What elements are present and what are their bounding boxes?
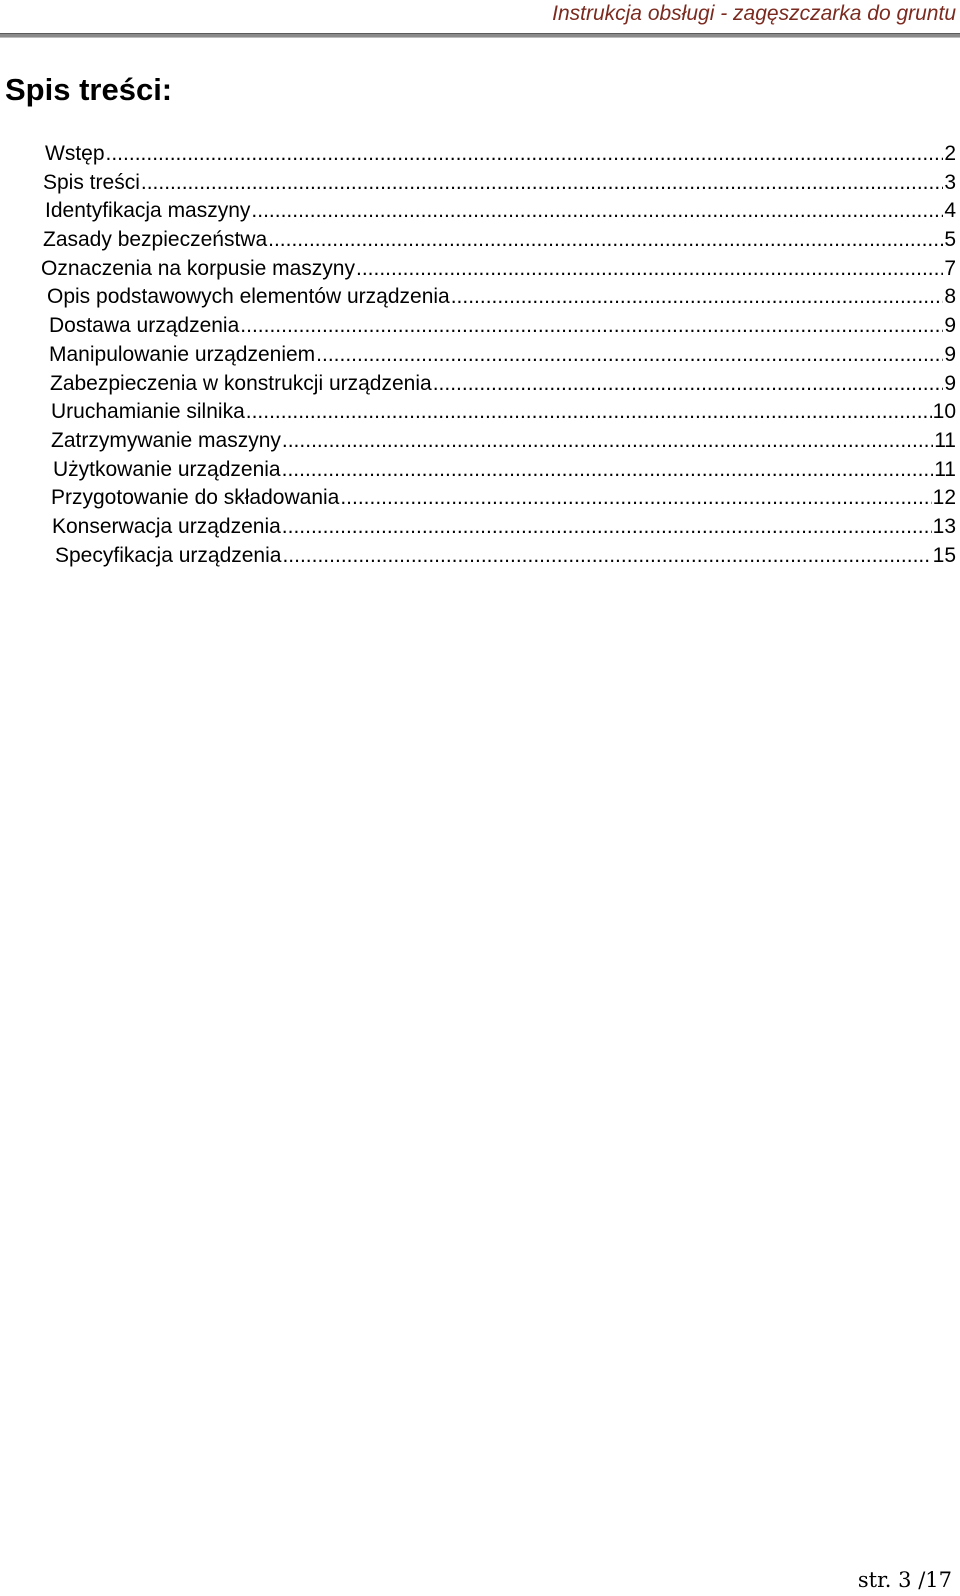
toc-entry[interactable] bbox=[0, 283, 956, 312]
toc-entry[interactable] bbox=[0, 197, 956, 226]
toc-entry[interactable] bbox=[0, 140, 956, 169]
toc-entry-label: Oznaczenia na korpusie maszyny bbox=[41, 256, 355, 280]
toc-entry-page: 4 bbox=[944, 199, 956, 223]
toc-entry[interactable] bbox=[0, 169, 956, 198]
table-of-contents bbox=[0, 140, 956, 570]
toc-entry-label: Identyfikacja maszyny bbox=[45, 199, 251, 223]
toc-dot-leader bbox=[340, 484, 931, 512]
toc-entry-page: 13 bbox=[932, 514, 956, 538]
toc-dot-leader bbox=[251, 197, 943, 225]
toc-dot-leader bbox=[246, 398, 932, 426]
toc-entry[interactable] bbox=[0, 456, 956, 485]
document-title: Instrukcja obsługi - zagęszczarka do gruntu bbox=[552, 2, 956, 25]
toc-entry-label: Zatrzymywanie maszyny bbox=[51, 428, 281, 452]
toc-entry-page: 8 bbox=[944, 285, 956, 309]
toc-dot-leader bbox=[268, 226, 943, 254]
toc-entry-label: Przygotowanie do składowania bbox=[51, 486, 340, 510]
toc-entry-page: 9 bbox=[944, 371, 956, 395]
toc-heading: Spis treści: bbox=[5, 72, 173, 107]
toc-entry-page: 5 bbox=[944, 228, 956, 252]
toc-entry[interactable] bbox=[0, 513, 956, 542]
toc-entry-label: Zasady bezpieczeństwa bbox=[43, 228, 268, 252]
toc-dot-leader bbox=[356, 255, 943, 283]
toc-entry-page: 9 bbox=[944, 342, 956, 366]
toc-entry-label: Spis treści bbox=[43, 170, 140, 194]
toc-entry[interactable] bbox=[0, 341, 956, 370]
toc-entry[interactable] bbox=[0, 370, 956, 399]
toc-dot-leader bbox=[282, 542, 931, 570]
toc-dot-leader bbox=[106, 140, 944, 168]
toc-entry-label: Uruchamianie silnika bbox=[51, 400, 245, 424]
header-divider bbox=[0, 33, 960, 38]
toc-entry[interactable] bbox=[0, 398, 956, 427]
toc-entry-label: Użytkowanie urządzenia bbox=[53, 457, 281, 481]
toc-dot-leader bbox=[433, 370, 944, 398]
toc-dot-leader bbox=[282, 513, 932, 541]
toc-entry-label: Dostawa urządzenia bbox=[49, 314, 240, 338]
toc-dot-leader bbox=[282, 427, 933, 455]
toc-dot-leader bbox=[282, 456, 934, 484]
toc-entry-page: 9 bbox=[944, 314, 956, 338]
toc-entry[interactable] bbox=[0, 542, 956, 571]
toc-entry[interactable] bbox=[0, 226, 956, 255]
toc-entry-page: 10 bbox=[932, 400, 956, 424]
toc-entry-page: 7 bbox=[944, 256, 956, 280]
toc-entry[interactable] bbox=[0, 255, 956, 284]
toc-entry-page: 2 bbox=[944, 142, 956, 165]
toc-entry-page: 15 bbox=[932, 543, 956, 567]
toc-entry-label: Manipulowanie urządzeniem bbox=[49, 342, 316, 366]
toc-dot-leader bbox=[451, 283, 944, 311]
toc-dot-leader bbox=[316, 341, 943, 369]
toc-entry[interactable] bbox=[0, 427, 956, 456]
toc-entry-label: Konserwacja urządzenia bbox=[52, 514, 281, 538]
toc-entry-label: Zabezpieczenia w konstrukcji urządzenia bbox=[50, 371, 432, 395]
toc-entry-label: Wstęp bbox=[45, 142, 105, 165]
page-number: str. 3 /17 bbox=[857, 1568, 952, 1592]
toc-entry[interactable] bbox=[0, 484, 956, 513]
toc-dot-leader bbox=[141, 169, 943, 197]
toc-entry-page: 3 bbox=[944, 170, 956, 194]
toc-dot-leader bbox=[240, 312, 943, 340]
toc-entry-page: 11 bbox=[934, 428, 956, 452]
toc-entry-label: Specyfikacja urządzenia bbox=[55, 543, 282, 567]
toc-entry[interactable] bbox=[0, 312, 956, 341]
toc-entry-page: 12 bbox=[932, 486, 956, 510]
toc-entry-page: 11 bbox=[934, 457, 956, 481]
toc-entry-label: Opis podstawowych elementów urządzenia bbox=[47, 285, 450, 309]
